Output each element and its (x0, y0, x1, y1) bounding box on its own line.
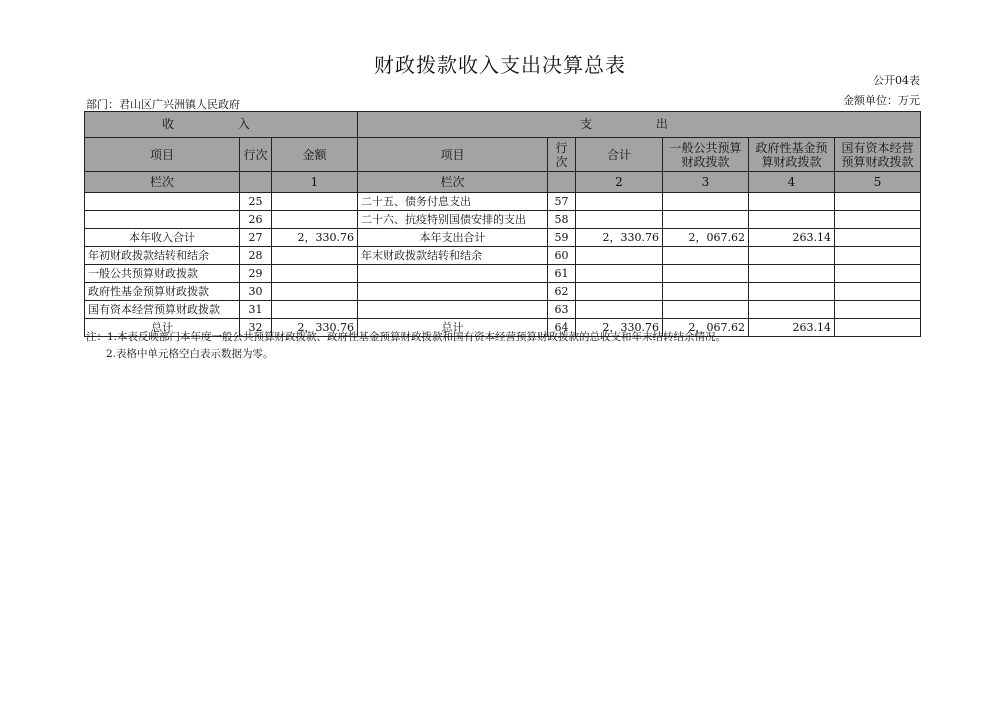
header-row-sections (85, 112, 921, 138)
state-capital-amount (835, 211, 921, 229)
expense-line: 64 (548, 319, 576, 337)
general-budget-amount (663, 265, 749, 283)
table-row (85, 247, 921, 265)
header-row-columns (85, 138, 921, 172)
income-amount: 2，330.76 (272, 229, 358, 247)
table-row (85, 193, 921, 211)
state-capital-amount (835, 301, 921, 319)
col-income-amount: 金额 (272, 138, 358, 172)
income-line: 29 (240, 265, 272, 283)
income-line: 32 (240, 319, 272, 337)
income-amount (272, 247, 358, 265)
expense-line: 61 (548, 265, 576, 283)
general-budget-amount: 2，067.62 (663, 319, 749, 337)
income-amount (272, 283, 358, 301)
general-budget-amount (663, 211, 749, 229)
state-capital-amount (835, 247, 921, 265)
expense-line: 62 (548, 283, 576, 301)
expense-item: 二十五、债务付息支出 (358, 193, 548, 211)
gov-fund-amount: 263.14 (749, 319, 835, 337)
col-expense-item: 项目 (358, 138, 548, 172)
state-capital-amount (835, 265, 921, 283)
income-item: 一般公共预算财政拨款 (85, 265, 240, 283)
table-row (85, 301, 921, 319)
expense-header: 支 出 (358, 112, 921, 138)
state-capital-amount (835, 193, 921, 211)
expense-line: 58 (548, 211, 576, 229)
col-expense-line: 行次 (548, 138, 576, 172)
table-row (85, 265, 921, 283)
total-amount (576, 265, 663, 283)
general-budget-amount (663, 301, 749, 319)
total-amount (576, 301, 663, 319)
lanci-label-income: 栏次 (85, 172, 240, 193)
unit-label: 金额单位：万元 (843, 94, 920, 107)
lanci-2: 2 (576, 172, 663, 193)
total-amount (576, 247, 663, 265)
state-capital-amount (835, 229, 921, 247)
income-item: 总计 (85, 319, 240, 337)
col-general-budget: 一般公共预算财政拨款 (663, 138, 749, 172)
col-income-line: 行次 (240, 138, 272, 172)
expense-item (358, 265, 548, 283)
expense-item: 本年支出合计 (358, 229, 548, 247)
expense-item (358, 283, 548, 301)
income-item (85, 193, 240, 211)
gov-fund-amount (749, 247, 835, 265)
table-row (85, 283, 921, 301)
footnote-2: 2.表格中单元格空白表示数据为零。 (106, 348, 274, 360)
gov-fund-amount (749, 211, 835, 229)
income-amount (272, 193, 358, 211)
income-item: 年初财政拨款结转和结余 (85, 247, 240, 265)
gov-fund-amount: 263.14 (749, 229, 835, 247)
lanci-3: 3 (663, 172, 749, 193)
department-label: 部门：君山区广兴洲镇人民政府 (86, 98, 240, 111)
form-number: 公开04表 (873, 74, 920, 87)
gov-fund-amount (749, 283, 835, 301)
expense-item: 二十六、抗疫特别国债安排的支出 (358, 211, 548, 229)
header-row-lanci (85, 172, 921, 193)
general-budget-amount: 2，067.62 (663, 229, 749, 247)
total-amount (576, 211, 663, 229)
income-header: 收 入 (85, 112, 358, 138)
income-line: 26 (240, 211, 272, 229)
general-budget-amount (663, 247, 749, 265)
table-row (85, 229, 921, 247)
table-row (85, 211, 921, 229)
total-amount: 2，330.76 (576, 319, 663, 337)
general-budget-amount (663, 283, 749, 301)
lanci-blank (240, 172, 272, 193)
state-capital-amount (835, 319, 921, 337)
col-income-item: 项目 (85, 138, 240, 172)
income-item: 政府性基金预算财政拨款 (85, 283, 240, 301)
expense-line: 63 (548, 301, 576, 319)
income-line: 30 (240, 283, 272, 301)
footnote-1: 注：1.本表反映部门本年度一般公共预算财政拨款、政府性基金预算财政拨款和国有资本经营预算财政拨款的总收支和年末结转结余情况。 (86, 331, 727, 343)
income-line: 28 (240, 247, 272, 265)
col-gov-fund: 政府性基金预算财政拨款 (749, 138, 835, 172)
expense-line: 60 (548, 247, 576, 265)
gov-fund-amount (749, 301, 835, 319)
gov-fund-amount (749, 193, 835, 211)
general-budget-amount (663, 193, 749, 211)
col-state-capital: 国有资本经营预算财政拨款 (835, 138, 921, 172)
income-item: 国有资本经营预算财政拨款 (85, 301, 240, 319)
income-amount (272, 301, 358, 319)
income-line: 25 (240, 193, 272, 211)
income-item: 本年收入合计 (85, 229, 240, 247)
total-amount (576, 283, 663, 301)
report-title: 财政拨款收入支出决算总表 (374, 53, 626, 77)
lanci-4: 4 (749, 172, 835, 193)
income-item (85, 211, 240, 229)
lanci-blank-2 (548, 172, 576, 193)
footnotes (86, 329, 726, 363)
state-capital-amount (835, 283, 921, 301)
income-amount (272, 211, 358, 229)
total-amount (576, 193, 663, 211)
income-line: 31 (240, 301, 272, 319)
expense-item: 总计 (358, 319, 548, 337)
lanci-1: 1 (272, 172, 358, 193)
fiscal-summary-table (84, 111, 921, 337)
income-amount (272, 265, 358, 283)
income-amount: 2，330.76 (272, 319, 358, 337)
expense-line: 57 (548, 193, 576, 211)
col-total: 合计 (576, 138, 663, 172)
lanci-label-expense: 栏次 (358, 172, 548, 193)
expense-item (358, 301, 548, 319)
income-line: 27 (240, 229, 272, 247)
expense-line: 59 (548, 229, 576, 247)
expense-item: 年末财政拨款结转和结余 (358, 247, 548, 265)
lanci-5: 5 (835, 172, 921, 193)
gov-fund-amount (749, 265, 835, 283)
total-amount: 2，330.76 (576, 229, 663, 247)
